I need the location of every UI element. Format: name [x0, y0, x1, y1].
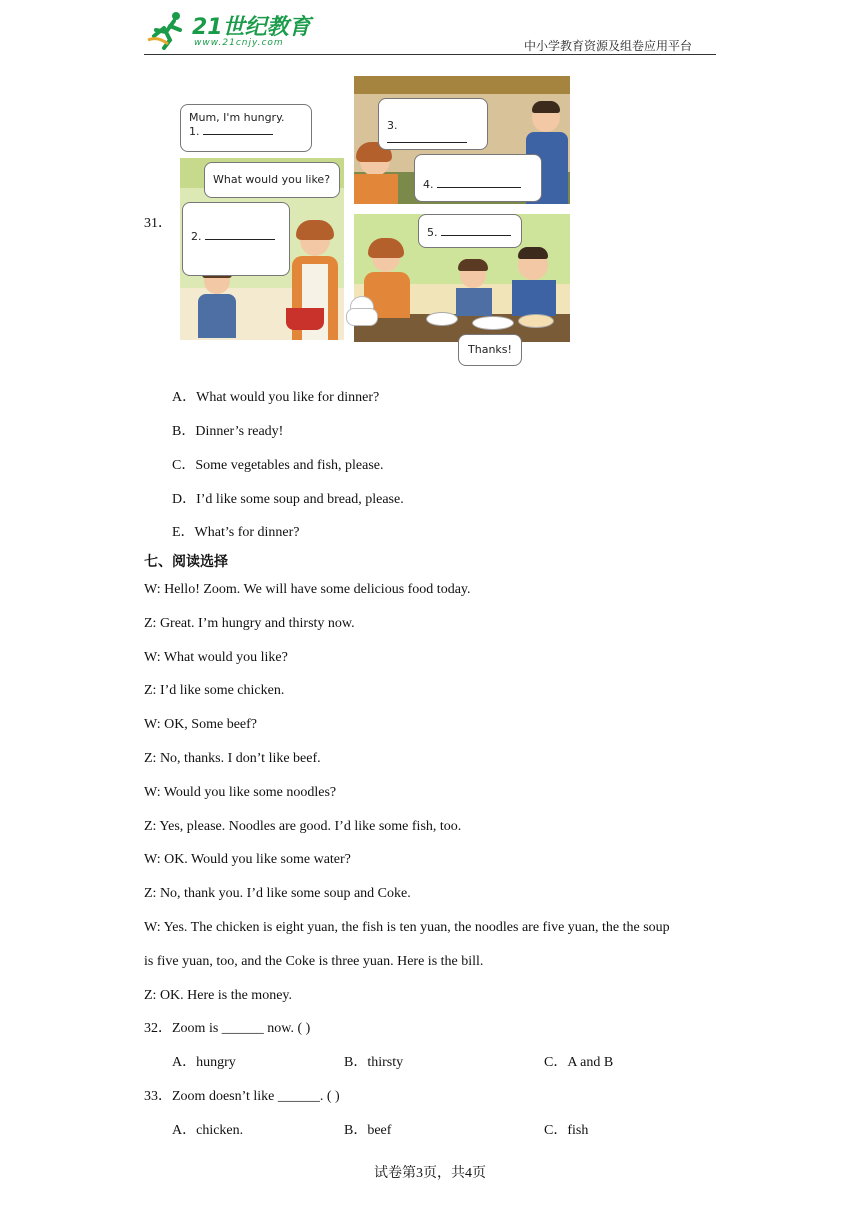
dialogue-line: W: OK, Some beef? [144, 717, 257, 732]
bubble-2 [182, 202, 290, 276]
boy-figure [194, 268, 240, 338]
platform-name: 中小学教育资源及组卷应用平台 [524, 39, 693, 53]
bubble-5 [418, 214, 522, 248]
header-divider [144, 54, 716, 55]
dialogue-line: Z: Yes, please. Noodles are good. I’d like some fish, too. [144, 819, 462, 834]
red-pot [286, 308, 324, 330]
logo [146, 8, 316, 52]
dialogue-line: Z: Great. I’m hungry and thirsty now. [144, 616, 355, 631]
blank-1 [203, 124, 273, 135]
dialogue-line: Z: No, thank you. I’d like some soup and Coke. [144, 886, 411, 901]
bubble-4 [414, 154, 542, 202]
q32-option-a: A．hungry [172, 1055, 236, 1070]
dialogue-line: is five yuan, too, and the Coke is three yuan. Here is the bill. [144, 954, 484, 969]
q31-number: 31． [144, 216, 172, 231]
bubble-1-text: Mum, I'm hungry. [189, 111, 285, 124]
q33-stem: 33．Zoom doesn’t like ______. ( ) [144, 1089, 340, 1104]
bubble-thanks [458, 334, 522, 366]
q33-option-a: A．chicken. [172, 1123, 244, 1138]
bubble-3 [378, 98, 488, 150]
bubble-4-num: 4. [423, 178, 434, 191]
dialogue-line: W: Would you like some noodles? [144, 785, 337, 800]
q32-option-c: C．A and B [544, 1055, 614, 1070]
page-footer: 试卷第3页，共4页 [374, 1166, 486, 1181]
bubble-what-would-you-like [204, 162, 340, 198]
runner-logo-icon [146, 10, 190, 50]
dialogue-line: Z: No, thanks. I don’t like beef. [144, 751, 321, 766]
q31-option-d: D．I’d like some soup and bread, please. [172, 492, 404, 507]
blank-5 [441, 225, 511, 236]
logo-sub: www.21cnjy.com [194, 38, 284, 48]
dialogue-line: W: Hello! Zoom. We will have some delicious food today. [144, 582, 471, 597]
q31-option-c: C．Some vegetables and fish, please. [172, 458, 384, 473]
bubble-thanks-text: Thanks! [468, 343, 512, 356]
blank-2 [205, 229, 275, 240]
bubble-what-text: What would you like? [213, 173, 331, 186]
q31-option-a: A．What would you like for dinner? [172, 390, 380, 405]
bubble-1-num: 1. [189, 125, 200, 138]
logo-main: 21世纪教育 [192, 15, 311, 40]
dialogue-line: W: OK. Would you like some water? [144, 852, 351, 867]
q31-option-b: B．Dinner’s ready! [172, 424, 284, 439]
bubble-mum-hungry [180, 104, 312, 152]
dialogue-line: W: Yes. The chicken is eight yuan, the fish is ten yuan, the noodles are five yuan, the the soup [144, 920, 670, 935]
q31-option-e: E．What’s for dinner? [172, 525, 300, 540]
q32-option-b: B．thirsty [344, 1055, 404, 1070]
bubble-2-num: 2. [191, 230, 202, 243]
q33-option-c: C．fish [544, 1123, 589, 1138]
dialogue-line: Z: OK. Here is the money. [144, 988, 292, 1003]
q33-option-b: B．beef [344, 1123, 392, 1138]
blank-4 [437, 177, 521, 188]
dialogue-line: Z: I’d like some chicken. [144, 683, 285, 698]
blank-3 [387, 132, 467, 143]
dialogue-line: W: What would you like? [144, 650, 288, 665]
bubble-3-num: 3. [387, 119, 398, 132]
q32-stem: 32．Zoom is ______ now. ( ) [144, 1021, 311, 1036]
section-title: 七、阅读选择 [144, 554, 228, 570]
bubble-5-num: 5. [427, 226, 438, 239]
dog-figure [346, 294, 376, 324]
q31-comic [178, 76, 572, 370]
